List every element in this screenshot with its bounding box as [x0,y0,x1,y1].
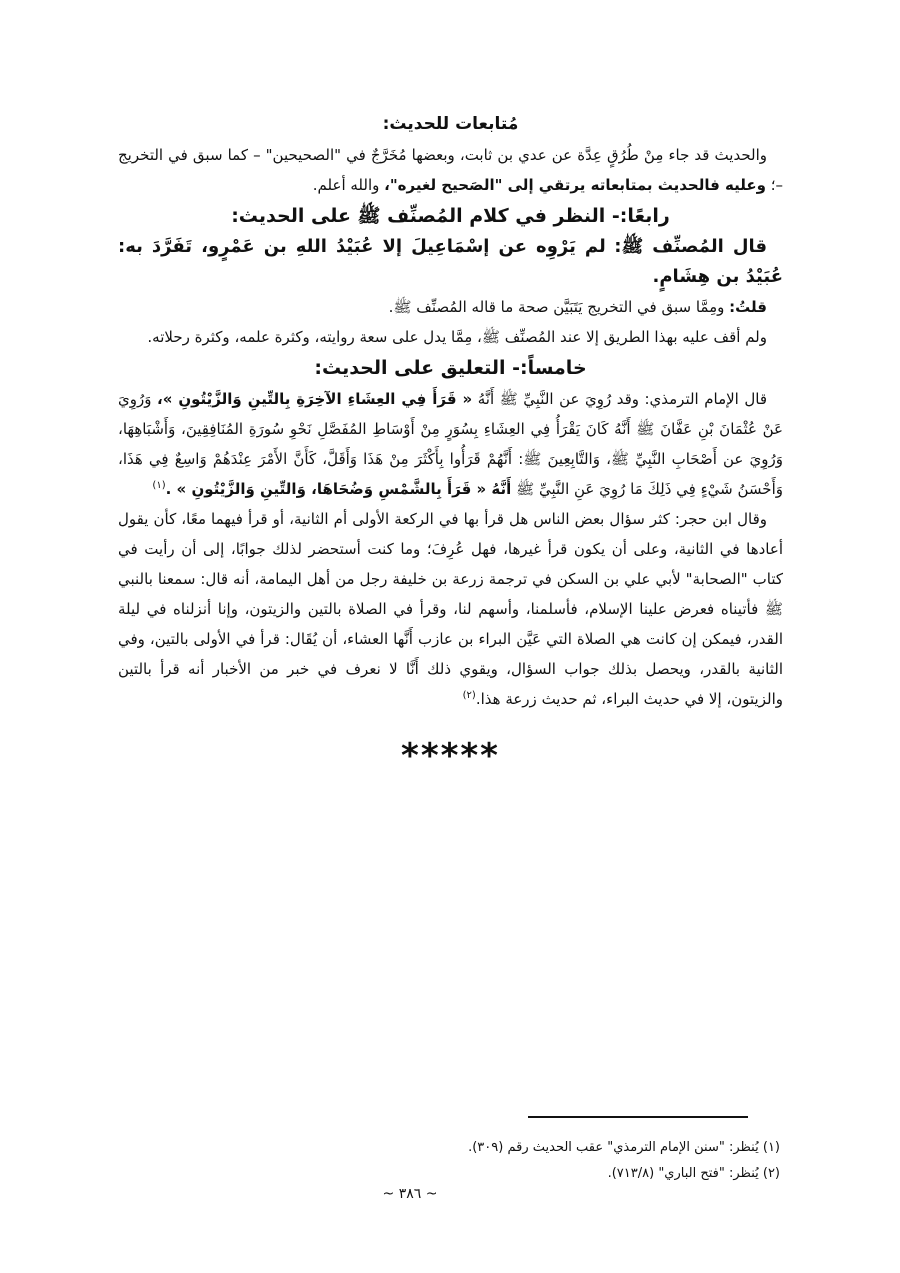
followups-paragraph [118,140,783,200]
ibn-hajar-paragraph [118,504,783,714]
author-said-text: لم يَرْوِه عن إسْمَاعِيلَ إلا عُبَيْدُ اللهِ بن عَمْرٍو، تَفَرَّدَ به: عُبَيْدُ بن هِشَامٍ. [118,236,783,287]
footnotes [330,1135,780,1187]
qultu-label: قلتُ: [729,298,767,316]
tirmidhi-intro: قال الإمام الترمذي: وقد رُوِيَ عن النَّبِيِّ ﷺ أَنَّهُ [477,390,767,408]
fourth-heading: رابعًا:- النظر في كلام المُصنِّف ﷺ على الحديث: [231,205,670,227]
page-body [118,108,783,776]
no-find-paragraph: ولم أقف عليه بهذا الطريق إلا عند المُصنِّف ﷺ، مِمَّا يدل على سعة روايته، وكثرة علمه، وكثرة رحلاته. [147,328,767,346]
footnote-2: (٢) يُنظر: "فتح الباري" (٧١٣/٨). [607,1166,780,1181]
author-said-label: قال المُصنِّف ﷺ: [614,236,768,257]
tirmidhi-body: وَرُوِيَ عَنْ عُثْمَانَ بْنِ عَفَّانَ ﷺ أَنَّهُ كَانَ يَقْرَأُ فِي العِشَاءِ بِسُوَرٍ مِنْ أَوْسَاطِ المُفَصَّلِ نَحْوِ سُورَةِ المُنَافِقِينَ، وَأَشْبَاهِهَا، وَرُوِيَ عن أَصْحَابِ النَّبِيِّ ﷺ، وَالتَّابِعِينَ ﷺ: أَنَّهُمْ قَرَأُوا بِأَكْثَرَ مِنْ هَذَا وَأَقَلَّ، كَأَنَّ الأَمْرَ عِنْدَهُمْ وَاسِعٌ فِي هَذَا، وَأَحْسَنُ شَيْءٍ فِي ذَلِكَ مَا رُوِيَ عَنِ النَّبِيِّ ﷺ [118,390,783,498]
followups-text: والحديث قد جاء مِنْ طُرُقٍ عِدَّة عن عدي بن ثابت، وبعضها مُخَرَّجٌ في "الصحيحين" – كما سبق في التخريج –؛ [118,146,783,194]
followups-end-text: والله أعلم. [312,176,380,194]
author-said-paragraph [118,232,783,292]
tirmidhi-paragraph [118,384,783,504]
footnote-1: (١) يُنظر: "سنن الإمام الترمذي" عقب الحديث رقم (٣٠٩). [468,1140,780,1155]
page-number: ~ ٣٨٦ ~ [382,1186,438,1202]
qultu-text: ومِمَّا سبق في التخريج يَتَبَيَّن صحة ما قاله المُصنِّف ﷺ. [388,298,725,316]
tirmidhi-hadith-2: أَنَّهُ « قَرَأَ بِالشَّمْسِ وَضُحَاهَا، وَالتِّينِ وَالزَّيْتُونِ » . [165,480,512,498]
followups-heading: مُتابعات للحديث: [382,114,519,134]
qultu-paragraph [118,292,783,322]
section-separator: ***** [401,736,500,776]
footnote-ref-2[interactable]: (٢) [462,690,476,701]
ibn-hajar-text: وقال ابن حجر: كثر سؤال بعض الناس هل قرأ بها في الركعة الأولى أم الثانية، أو قرأ فيهما معًا، كأن يقول أعادها في الثانية، وعلى أن يكون قرأ غيرها، فهل عُرِفَ؛ وما كنت أستحضر لذلك جوابًا، إلى أن رأيت في كتاب "الصحابة" لأبي علي بن السكن في ترجمة زرعة بن خليفة رجل من أهل اليمامة، أنه قال: سمعنا بالنبي ﷺ فأتيناه فعرض علينا الإسلام، فأسلمنا، وأسهم لنا، وقرأ في الصلاة بالتين والزيتون، وإنا أنزلناه في ليلة القدر، فيمكن إن كانت هي الصلاة التي عَيَّن البراء بن عازب أَنَّها العشاء، أن يُقَال: قرأ في الأولى بالتين، وفي الثانية بالقدر، ويحصل بذلك جواب السؤال، ويقوي ذلك أَنَّا لا نعرف في خبر من الأخبار أنه قرأ بالتين والزيتون، إلا في حديث البراء، ثم حديث زرعة هذا. [118,510,783,708]
tirmidhi-hadith-1: « قَرَأَ فِي العِشَاءِ الآخِرَةِ بِالتِّينِ وَالزَّيْتُونِ »، [157,390,473,408]
footnote-divider [528,1116,748,1118]
followups-bold-text: وعليه فالحديث بمتابعاته يرتقي إلى "الصَحيح لغيره"، [384,176,766,194]
footnote-ref-1[interactable]: (١) [152,480,166,491]
fifth-heading: خامساً:- التعليق على الحديث: [314,357,587,379]
